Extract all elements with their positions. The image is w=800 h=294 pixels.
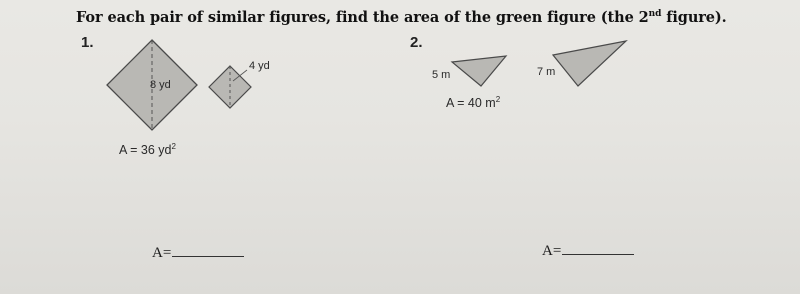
problem-1-answer-prefix: A=: [152, 245, 172, 261]
problem-2-area: [446, 96, 500, 110]
small-triangle-figure: [452, 56, 506, 86]
problem-2-area-exponent: 2: [495, 94, 501, 104]
large-triangle-label: 7 m: [537, 66, 556, 78]
small-square-label: 4 yd: [249, 60, 270, 72]
problem-2-number: 2.: [410, 34, 423, 51]
problem-2-answer-blank[interactable]: [562, 240, 634, 255]
problem-2-answer-prefix: A=: [542, 243, 562, 259]
problem-1-area-text: A = 36 yd: [119, 143, 172, 157]
problem-1-answer-blank[interactable]: [172, 242, 244, 257]
large-triangle-figure: [553, 41, 626, 86]
problem-1-area: [119, 143, 176, 157]
problem-2-area-text: A = 40 m: [446, 96, 496, 110]
problem-1-answer-line[interactable]: [152, 242, 244, 262]
instructions-text: For each pair of similar figures, find the area of the green figure (the 2: [76, 9, 649, 26]
instructions-text-end: figure).: [661, 9, 727, 26]
problem-1-number: 1.: [81, 34, 94, 51]
instructions-superscript: nd: [648, 9, 662, 20]
small-triangle-label: 5 m: [432, 69, 451, 81]
problem-1-area-exponent: 2: [171, 141, 176, 151]
problem-2-answer-line[interactable]: [542, 240, 634, 260]
large-square-label: 8 yd: [150, 79, 171, 91]
